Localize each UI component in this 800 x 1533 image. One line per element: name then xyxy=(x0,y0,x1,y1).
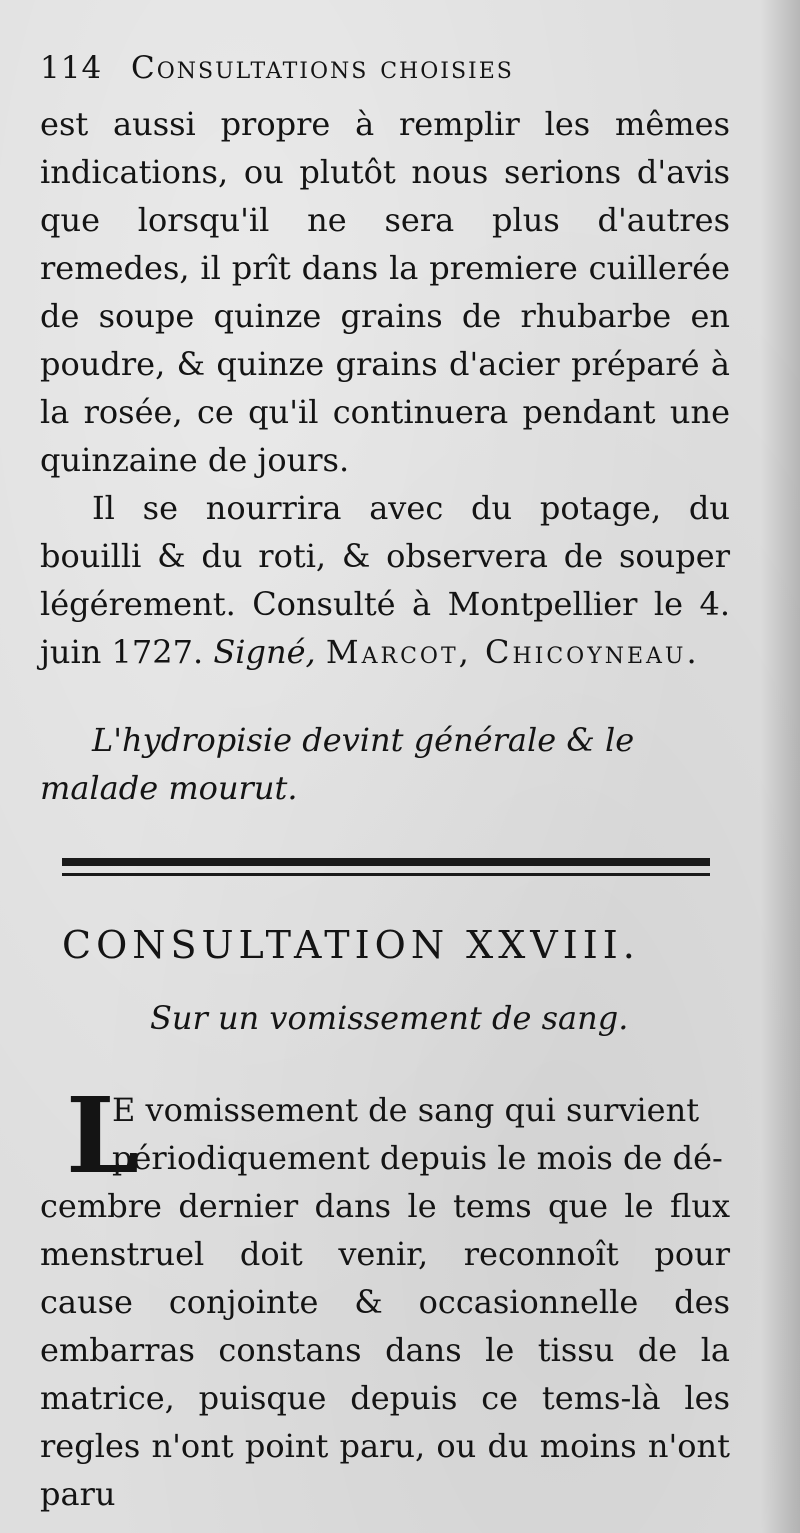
section-subheading: Sur un vomissement de sang. xyxy=(150,999,629,1037)
paragraph-2-text: Il se nourrira avec du potage, du bouilli & du roti, & observera de souper légérement. Consulté à Montpellier le 4. juin 1727. xyxy=(40,489,730,671)
paragraph-2 xyxy=(40,484,730,676)
page-number: 114 xyxy=(40,50,103,86)
drop-cap: L xyxy=(66,1074,140,1197)
signature-label: Signé, xyxy=(213,633,316,671)
section-text-rest: cembre dernier dans le tems que le flux menstruel doit venir, reconnoît pour cause conjointe & occasionnelle des embarras constans dans le tissu de la matrice, puisque depuis ce tems-là les regles n'ont point paru, ou du moins n'ont paru xyxy=(40,1187,730,1513)
signature-names: Marcot, Chicoyneau. xyxy=(325,633,700,671)
section-rule-thick xyxy=(62,858,710,866)
section-text xyxy=(40,1074,730,1518)
running-head xyxy=(40,48,740,88)
paragraph-1: est aussi propre à remplir les mêmes indications, ou plutôt nous serions d'avis que lorsqu'il ne sera plus d'autres remedes, il prît dans la premiere cuillerée de soupe quinze grains de rhubarbe en poudre, & quinze grains d'acier préparé à la rosée, ce qu'il continuera pendant une quinzaine de jours. xyxy=(40,105,730,479)
continued-text xyxy=(40,100,730,676)
section-text-line-1: E vomissement de sang qui survient xyxy=(112,1091,700,1129)
section-heading: CONSULTATION XXVIII. xyxy=(62,923,640,967)
section-text-line-2: périodiquement depuis le mois de dé- xyxy=(112,1139,723,1177)
page-edge-shadow xyxy=(760,0,800,1533)
section-rule-thin xyxy=(62,873,710,876)
running-title: Consultations choisies xyxy=(131,50,514,86)
outcome-note: L'hydropisie devint générale & le malade mourut. xyxy=(40,721,635,807)
